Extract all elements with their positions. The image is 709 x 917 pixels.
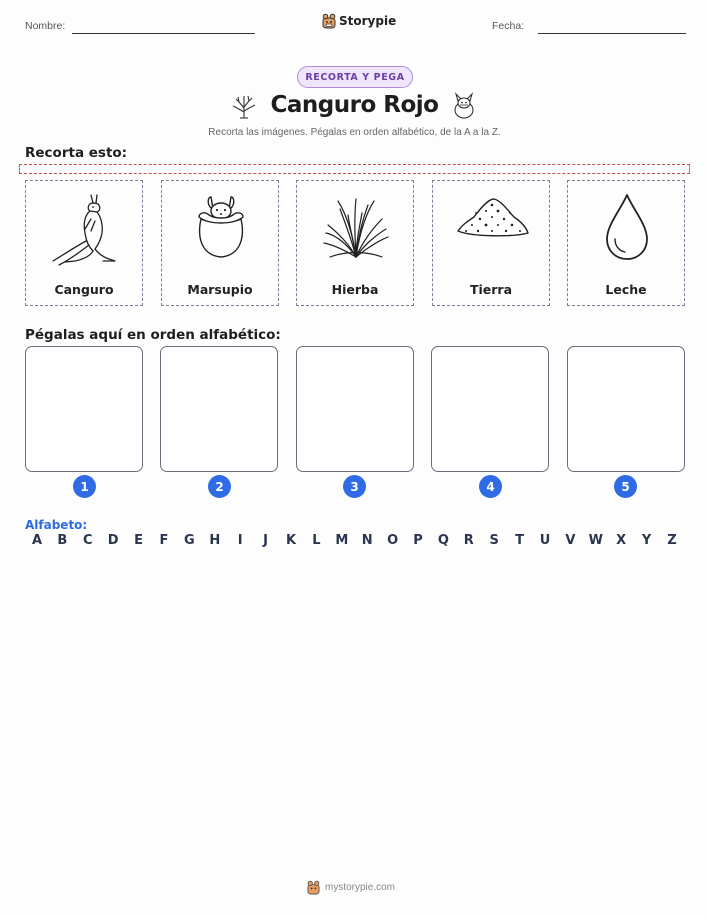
- paste-slot-2[interactable]: [160, 346, 278, 472]
- alphabet-letter: S: [489, 533, 499, 548]
- card-label: Canguro: [54, 282, 114, 297]
- milk-drop-icon: [587, 189, 667, 269]
- footer: [307, 880, 395, 895]
- paste-slot-4[interactable]: [431, 346, 549, 472]
- alphabet-letter: F: [159, 533, 169, 548]
- kangaroo-icon: [45, 189, 125, 269]
- alphabet-letter: U: [539, 533, 551, 548]
- cut-card-tierra[interactable]: [432, 180, 550, 306]
- paste-section-label: Pégalas aquí en orden alfabético:: [25, 327, 281, 343]
- date-label: Fecha:: [492, 20, 525, 32]
- worksheet-title: Canguro Rojo: [270, 92, 439, 118]
- alphabet-letter: W: [588, 533, 603, 548]
- card-label: Leche: [605, 282, 647, 297]
- soil-pile-icon: [452, 189, 532, 269]
- joey-in-pouch-icon: [181, 189, 261, 269]
- alphabet-letter: Y: [641, 533, 652, 548]
- brand-logo: [322, 13, 396, 29]
- footer-site: mystorypie.com: [325, 882, 396, 893]
- alphabet-letter: Q: [437, 533, 449, 548]
- alphabet-letter: N: [361, 533, 373, 548]
- storypie-mascot-icon: [307, 880, 320, 895]
- alphabet-letter: M: [335, 533, 349, 548]
- card-label: Marsupio: [187, 282, 253, 297]
- name-line[interactable]: [72, 33, 255, 34]
- activity-badge: RECORTA Y PEGA: [297, 66, 413, 88]
- alphabet-letter: H: [209, 533, 221, 548]
- alphabet-letter: X: [616, 533, 627, 548]
- cut-card-marsupio[interactable]: [161, 180, 279, 306]
- alphabet-letter: I: [237, 533, 243, 548]
- storypie-mascot-icon: [322, 13, 336, 29]
- cut-section-label: Recorta esto:: [25, 145, 128, 161]
- alphabet-letter: K: [285, 533, 297, 548]
- slot-number-badge: 5: [614, 475, 637, 498]
- alphabet-letter: T: [515, 533, 525, 548]
- alphabet-letter: O: [387, 533, 399, 548]
- alphabet-letter: P: [413, 533, 423, 548]
- slot-number-badge: 1: [73, 475, 96, 498]
- name-label: Nombre:: [25, 20, 66, 32]
- alphabet-letter: Z: [667, 533, 677, 548]
- brand-name: Storypie: [339, 14, 397, 28]
- card-label: Tierra: [469, 282, 513, 297]
- paste-slot-3[interactable]: [296, 346, 414, 472]
- alphabet-letter: B: [57, 533, 68, 548]
- card-label: Hierba: [331, 282, 379, 297]
- alphabet-letter: C: [83, 533, 93, 548]
- cut-line[interactable]: [19, 164, 690, 174]
- grass-icon: [316, 189, 396, 269]
- cut-card-leche[interactable]: [567, 180, 685, 306]
- slot-number-badge: 2: [208, 475, 231, 498]
- alphabet-letter: R: [463, 533, 474, 548]
- alphabet-letter: J: [263, 533, 269, 548]
- slot-number-badge: 3: [343, 475, 366, 498]
- cut-card-canguro[interactable]: [25, 180, 143, 306]
- kangaroo-head-icon: [452, 91, 476, 119]
- paste-slot-1[interactable]: [25, 346, 143, 472]
- slot-number-badge: 4: [479, 475, 502, 498]
- instructions: Recorta las imágenes. Pégalas en orden alfabético, de la A a la Z.: [208, 127, 501, 138]
- alphabet-letter: V: [565, 533, 576, 548]
- cut-card-hierba[interactable]: [296, 180, 414, 306]
- alphabet-letter: L: [312, 533, 321, 548]
- alphabet-letter: E: [134, 533, 144, 548]
- date-line[interactable]: [538, 33, 686, 34]
- alphabet-label: Alfabeto:: [25, 518, 88, 532]
- alphabet-letter: D: [107, 533, 119, 548]
- alphabet-letter: G: [184, 533, 195, 548]
- alphabet-letter: A: [31, 533, 43, 548]
- paste-slot-5[interactable]: [567, 346, 685, 472]
